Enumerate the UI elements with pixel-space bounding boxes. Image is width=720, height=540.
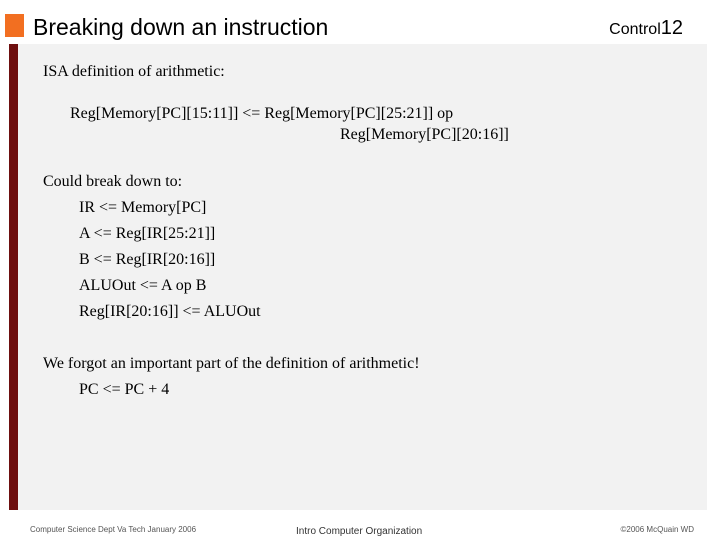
footer-left: Computer Science Dept Va Tech January 2006 [30, 525, 197, 534]
forgot-heading: We forgot an important part of the definition of arithmetic! [43, 355, 420, 372]
isa-definition-line-1: Reg[Memory[PC][15:11]] <= Reg[Memory[PC][25:21]] op [70, 105, 454, 122]
isa-heading: ISA definition of arithmetic: [43, 63, 225, 80]
breakdown-step: B <= Reg[IR[20:16]] [79, 251, 216, 268]
footer-right: ©2006 McQuain WD [620, 525, 694, 534]
left-accent-bar [9, 44, 18, 510]
breakdown-step: IR <= Memory[PC] [79, 199, 207, 216]
slide-title: Breaking down an instruction [33, 14, 329, 40]
page-number: 12 [660, 17, 683, 39]
breakdown-heading: Could break down to: [43, 173, 183, 190]
breakdown-step: A <= Reg[IR[25:21]] [79, 225, 216, 242]
header-accent-square [5, 14, 24, 37]
header-topic [609, 16, 683, 42]
isa-definition-line-2: Reg[Memory[PC][20:16]] [340, 126, 509, 143]
breakdown-step: Reg[IR[20:16]] <= ALUOut [79, 303, 261, 320]
topic-label: Control [609, 21, 661, 38]
content-panel [18, 44, 707, 510]
breakdown-step: ALUOut <= A op B [79, 277, 207, 294]
footer-center: Intro Computer Organization [296, 526, 423, 537]
forgot-step: PC <= PC + 4 [79, 381, 170, 398]
